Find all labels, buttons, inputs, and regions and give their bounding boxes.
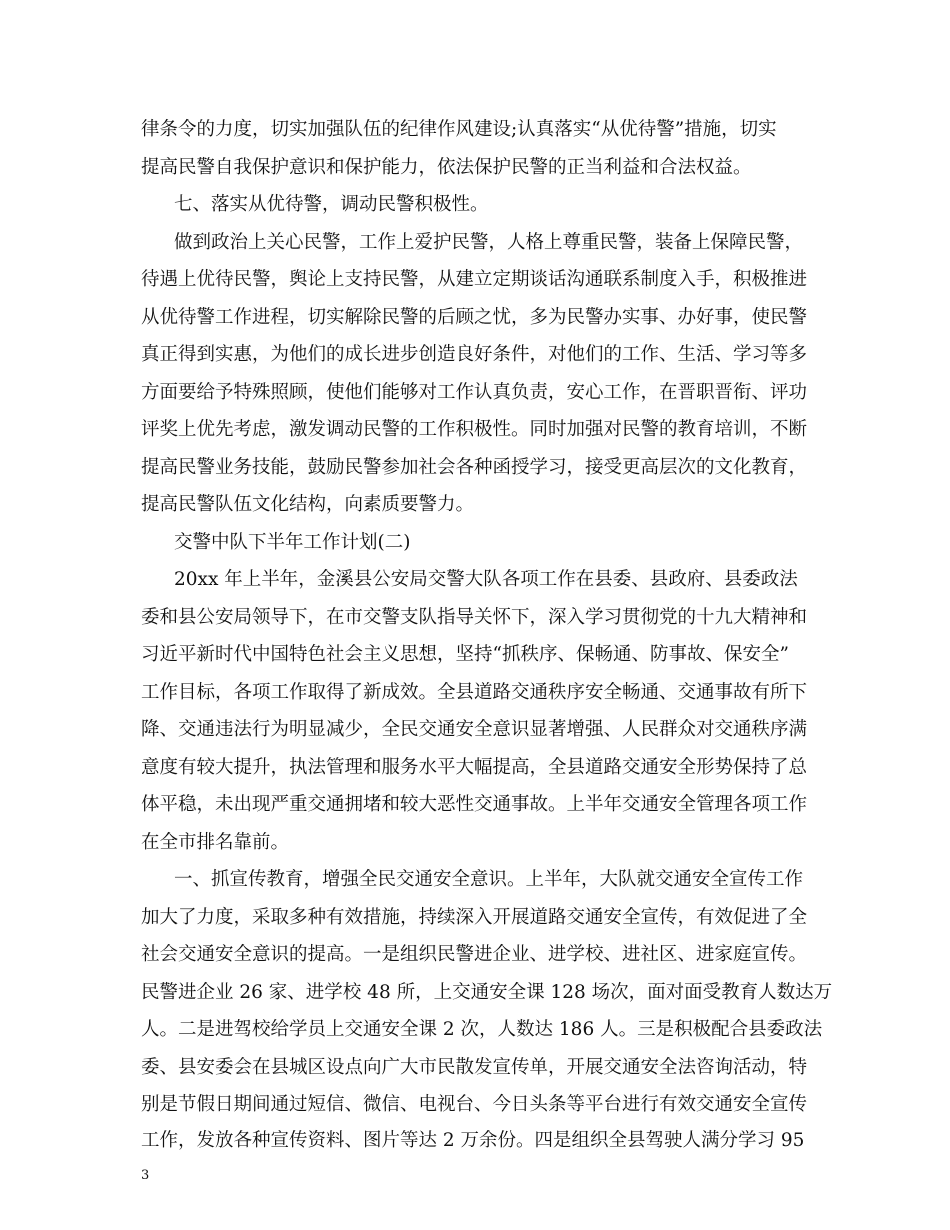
text-line: 人。二是进驾校给学员上交通安全课 2 次，人数达 186 人。三是积极配合县委政法 [141, 1019, 823, 1040]
text-line: 一、抓宣传教育，增强全民交通安全意识。上半年，大队就交通安全宣传工作 [174, 869, 804, 890]
page-number: 3 [141, 1168, 150, 1183]
text-line: 体平稳，未出现严重交通拥堵和较大恶性交通事故。上半年交通安全管理各项工作 [141, 794, 808, 815]
text-line: 民警进企业 26 家、进学校 48 所，上交通安全课 128 场次，面对面受教育人数达万 [141, 982, 833, 1003]
section-heading: 七、落实从优待警，调动民警积极性。 [174, 194, 489, 215]
text-line: 工作，发放各种宣传资料、图片等达 2 万余份。四是组织全县驾驶人满分学习 95 [141, 1130, 805, 1151]
text-line: 社会交通安全意识的提高。一是组织民警进企业、进学校、进社区、进家庭宣传。 [141, 944, 808, 965]
text-line: 意度有较大提升，执法管理和服务水平大幅提高，全县道路交通安全形势保持了总 [141, 757, 808, 778]
text-line: 提高民警队伍文化结构，向素质要警力。 [141, 494, 475, 515]
text-line: 别是节假日期间通过短信、微信、电视台、今日头条等平台进行有效交通安全宣传 [141, 1094, 808, 1115]
text-line: 委、县安委会在县城区设点向广大市民散发宣传单，开展交通安全法咨询活动，特 [141, 1057, 808, 1078]
text-line: 提高民警自我保护意识和保护能力，依法保护民警的正当利益和合法权益。 [141, 157, 752, 178]
text-line: 做到政治上关心民警，工作上爱护民警，人格上尊重民警，装备上保障民警， [174, 232, 804, 253]
document-title: 交警中队下半年工作计划(二) [174, 532, 411, 553]
text-line: 20xx 年上半年，金溪县公安局交警大队各项工作在县委、县政府、县委政法 [174, 569, 798, 590]
text-line: 提高民警业务技能，鼓励民警参加社会各种函授学习，接受更高层次的文化教育， [141, 457, 808, 478]
text-line: 待遇上优待民警，舆论上支持民警，从建立定期谈话沟通联系制度入手，积极推进 [141, 269, 808, 290]
text-line: 律条令的力度，切实加强队伍的纪律作风建设;认真落实“从优待警”措施，切实 [141, 119, 777, 140]
text-line: 委和县公安局领导下，在市交警支队指导关怀下，深入学习贯彻党的十九大精神和 [141, 607, 808, 628]
text-line: 从优待警工作进程，切实解除民警的后顾之忧，多为民警办实事、办好事，使民警 [141, 307, 808, 328]
text-line: 真正得到实惠，为他们的成长进步创造良好条件，对他们的工作、生活、学习等多 [141, 344, 808, 365]
text-line: 评奖上优先考虑，激发调动民警的工作积极性。同时加强对民警的教育培训，不断 [141, 419, 808, 440]
text-line: 降、交通违法行为明显减少，全民交通安全意识显著增强、人民群众对交通秩序满 [141, 719, 808, 740]
text-line: 工作目标，各项工作取得了新成效。全县道路交通秩序安全畅通、交通事故有所下 [141, 682, 808, 703]
text-line: 在全市排名靠前。 [141, 832, 290, 853]
text-line: 习近平新时代中国特色社会主义思想，坚持“抓秩序、保畅通、防事故、保安全” [141, 644, 789, 665]
text-line: 加大了力度，采取多种有效措施，持续深入开展道路交通安全宣传，有效促进了全 [141, 907, 808, 928]
text-line: 方面要给予特殊照顾，使他们能够对工作认真负责，安心工作，在晋职晋衔、评功 [141, 382, 808, 403]
